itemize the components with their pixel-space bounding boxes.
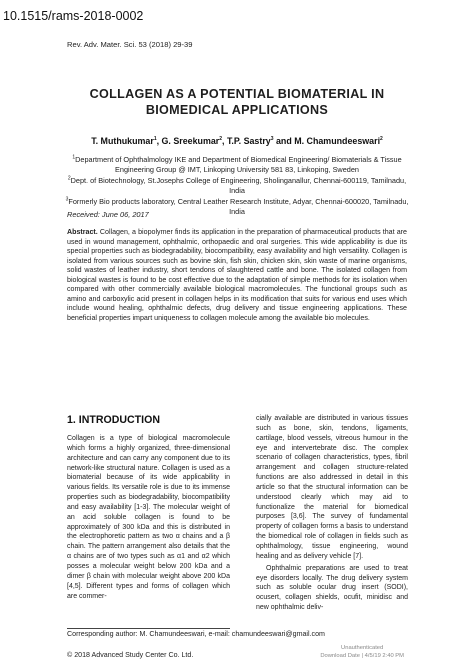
affiliation-text: Department of Ophthalmology IKE and Department of Biomedical Engineering/ Biomaterials & Tissue Engineering Group @ IMT, Linkoping University 581 83, Linkoping, Sweden <box>75 155 402 175</box>
download-watermark <box>320 644 404 660</box>
affiliation-mark: 2 <box>67 175 71 182</box>
intro-text-left: Collagen is a type of biological macromolecule which forms a highly organized, three-dimensional architecture and can carry any component due to its network-like structural nature. Collagen is used as a biomaterial because of its wide applicability in various fields. Its versatile role is due to its immense properties such as biodegradability, biocompatibility and easy availability [1-3]. The molecular weight of an acid soluble collagen is found to be approximately of 300 kDa and this is distributed in the electrophoretic pattern as two α chains and a β chain. The pattern arrangement also details that the α chains are of two types such as α1 and α2 which posses a molecular weight below 200 kDa and a dimer β chain with molecular weight above 200 kDa [4,5]. Different types and forms of collagen which are commer- <box>67 435 230 600</box>
author-separator: , <box>156 136 162 146</box>
author-name: T. Muthukumar <box>91 136 154 146</box>
paper-title: COLLAGEN AS A POTENTIAL BIOMATERIAL IN BIOMEDICAL APPLICATIONS <box>89 87 385 117</box>
intro-text-right-2: Ophthalmic preparations are used to treat eye disorders locally. The drug delivery system such as soluble ocular drug insert (SODI), ocusert, collagen shields, ocufit, minidisc and new ophthalmic deliv- <box>256 564 408 612</box>
intro-text-right: cially available are distributed in various tissues such as bone, skin, tendons, ligaments, cartilage, blood vessels, vitreous humour in the eye and intervertebrate disc. The complex scenario of collagen characteristics, types, fibril arrangement and collagen structure-related functions are also addressed in detail in this article so that the structural information can be understood clearly which may aid to functionalize the material for biomedical purposes [3,6]. The survey of fundamental property of collagen forms a basis to understand the biomedical role of collagen in fields such as ophthalmology, tissue engineering, wound healing and as delivery vehicle [7]. <box>256 415 408 560</box>
author-affiliation-mark: 2 <box>219 136 223 143</box>
journal-reference: Rev. Adv. Mater. Sci. 53 (2018) 29-39 <box>67 40 193 49</box>
section-heading: 1. INTRODUCTION <box>67 414 160 426</box>
watermark-line: Download Date | 4/5/19 2:40 PM <box>320 653 404 659</box>
affiliation-mark: 3 <box>65 196 69 203</box>
doi-header: 10.1515/rams-2018-0002 <box>3 9 144 23</box>
abstract-label: Abstract. <box>67 228 98 236</box>
footnote-rule <box>67 628 230 629</box>
corresponding-author: Corresponding author: M. Chamundeeswari, e-mail: chamundeeswari@gmail.com <box>67 630 325 638</box>
author-name: M. Chamundeeswari <box>294 136 381 146</box>
intro-paragraph <box>256 414 408 613</box>
watermark-line: Unauthenticated <box>341 645 384 651</box>
affiliation-text: Dept. of Biotechnology, St.Josephs College of Engineering, Sholinganallur, Chennai-600119, Tamilnadu, India <box>70 175 407 196</box>
abstract <box>67 228 407 323</box>
abstract-text: Collagen, a biopolymer finds its application in the preparation of pharmaceutical products that are used in wound management, ophthalmic, orthopaedic and oral surgeries. This wide applicability is due its special properties such as biodegradability, biocompatibility, easy availability and high versatility. Collagen is isolated from various sources such as bovine skin, fish skin, chicken skin, skin waste of marine organisms, solid wastes of leather industry, short tendons of slaughtered cattle and bone. The isolated collagen from biological wastes is found to be cost effective due to the adaptation of simple methods for its isolation when compared with other commercially available biological macromolecules. The functional groups such as amino and carboxylic acid present in collagen helps in its modification that suits for various end uses which include wound healing, ophthalmic defects, drug delivery and tissue engineering applications. These beneficial properties impart uniqueness to collagen molecule among the available bio molecules. <box>67 228 407 322</box>
affiliation <box>64 176 410 197</box>
right-column <box>256 414 408 613</box>
author-name: T.P. Sastry <box>226 136 271 146</box>
author-affiliation-mark: 1 <box>153 136 157 143</box>
intro-paragraph <box>67 434 230 601</box>
left-column <box>67 414 230 601</box>
received-date: Received: June 06, 2017 <box>67 210 149 219</box>
copyright-notice: © 2018 Advanced Study Center Co. Ltd. <box>67 651 194 659</box>
author-separator: and <box>273 136 295 146</box>
author-affiliation-mark: 3 <box>270 136 274 143</box>
affiliation-mark: 1 <box>72 154 76 161</box>
author-separator: , <box>222 136 227 146</box>
affiliation-text: Formerly Bio products laboratory, Central Leather Research Institute, Adyar, Chennai-600020, Tamilnadu, India <box>68 196 409 217</box>
affiliation <box>64 155 410 176</box>
author-list <box>60 136 414 146</box>
affiliations <box>64 155 410 217</box>
author-name: G. Sreekumar <box>161 136 220 146</box>
author-affiliation-mark: 2 <box>380 136 383 143</box>
